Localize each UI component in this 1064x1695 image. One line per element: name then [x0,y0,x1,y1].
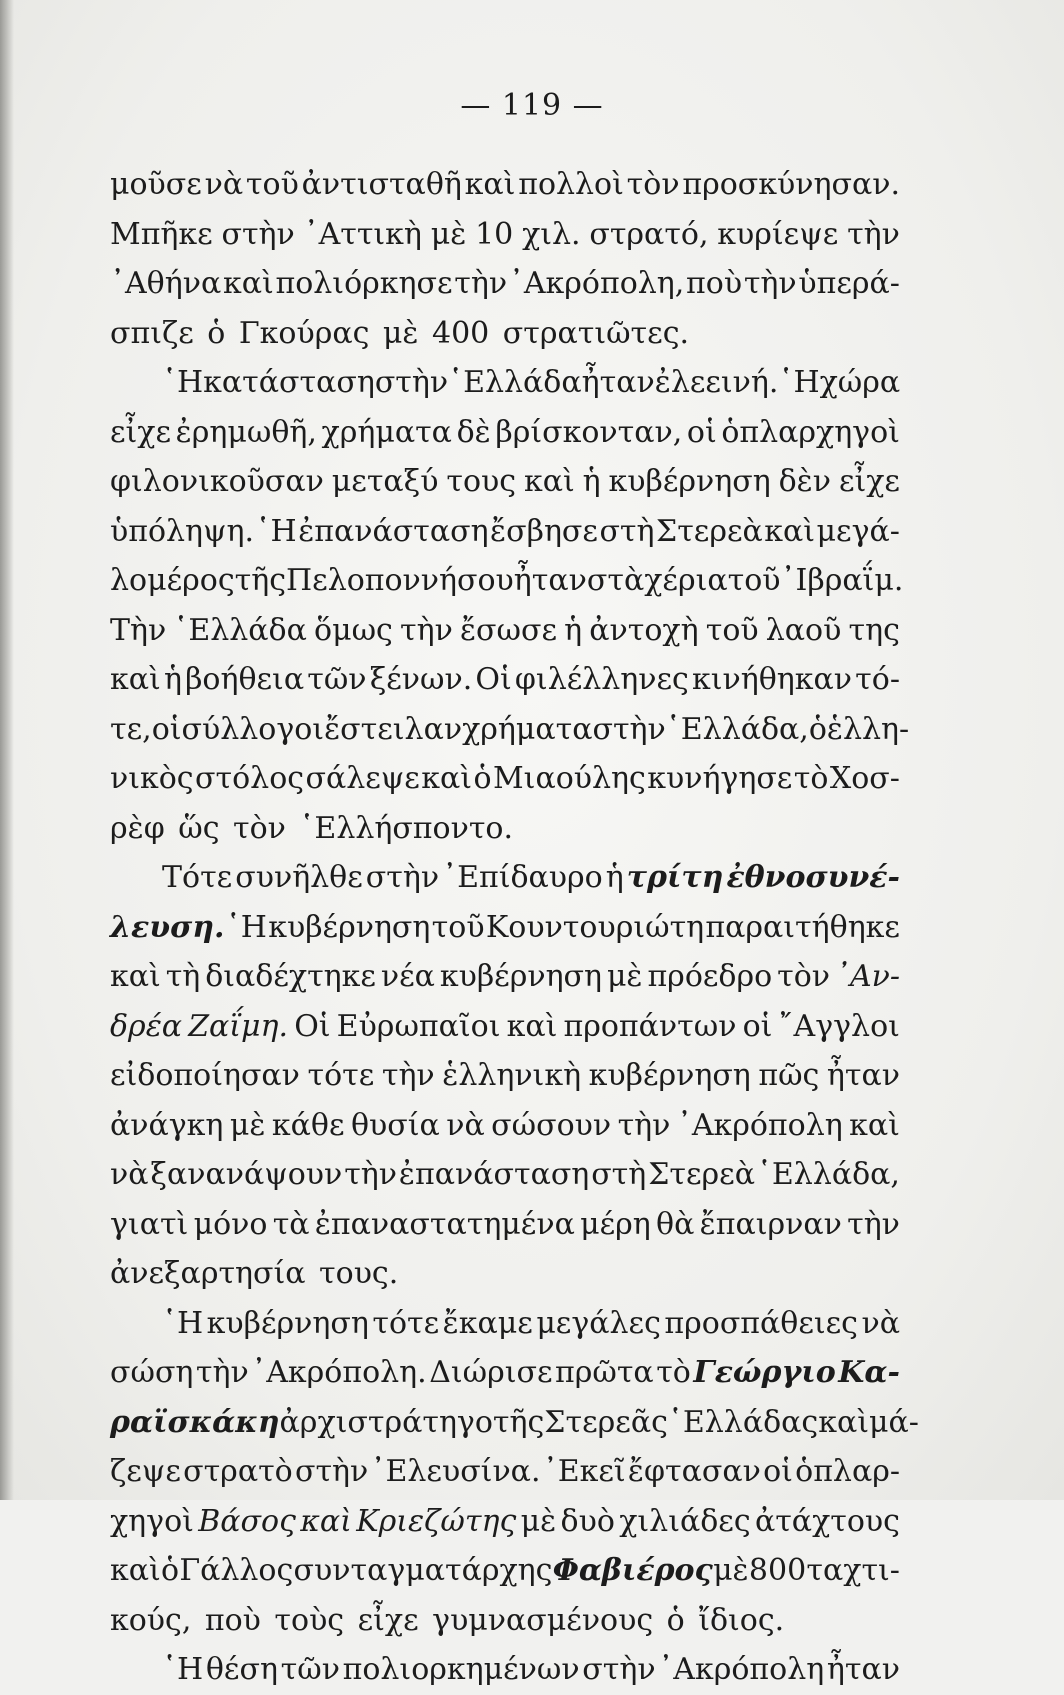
word: ἔστειλαν [324,711,463,747]
word: ῾Η [162,1652,204,1687]
word: πρόεδρο [647,959,773,994]
text-line [110,705,910,755]
word: οἱ [763,1454,793,1489]
word: ὥς [178,810,220,846]
word: ῾Η [162,1305,204,1341]
word: λευση. [110,909,225,945]
word: παραιτήθηκε [705,909,900,945]
word: τὰ [272,1206,310,1242]
word: μὲ [430,216,467,252]
word: ὁ [473,761,492,796]
text-line [110,1348,900,1398]
word: ᾿Ακρόπολη. [251,1355,427,1390]
word: ζεψε [110,1454,181,1489]
word: τὴ [165,959,201,994]
word: ἐπαναστατημένα [314,1206,575,1242]
word: ῾Η [255,513,297,549]
word: ἑλληνικὴ [442,1058,582,1093]
word: ῾Ελλάδα, [756,1157,900,1192]
word: νικὸς [110,761,194,796]
word: Κριεζώτης [356,1503,517,1539]
word: συνταγματάρχης [293,1553,553,1588]
word: Χοσ- [829,761,900,796]
word: ἔφτασαν [627,1454,761,1489]
word: ὁ [161,1553,180,1588]
word: ᾿Εκεῖ [542,1454,626,1489]
word: νὰ [204,167,244,202]
word: τοῦ [727,563,781,598]
text-line [110,358,900,408]
word: φιλονικοῦσαν [110,464,324,499]
word: ὑπόληψη. [110,513,255,549]
word: ὁπλαρ- [795,1454,900,1489]
word: κυβέρνηση [439,959,603,994]
word: στόλος [195,761,305,796]
word: μόνο [193,1206,268,1242]
word: στὴν [221,216,295,252]
word: τὴν [847,1206,900,1242]
word: τὴν [381,1058,435,1093]
word: ποὺ [204,1602,261,1638]
word: χηγοὶ [110,1503,194,1539]
word: θέση [205,1652,278,1687]
word: ταχτι- [806,1553,900,1588]
word: τρίτη [626,860,724,895]
word: ᾿Ελευσίνα. [370,1454,541,1489]
word: ρὲφ [110,810,165,846]
word: τοὺς [274,1602,345,1638]
word: πολιόρκησε [275,266,453,301]
word: Στερεᾶς [544,1404,668,1440]
text-line [110,606,900,656]
text-line [110,754,900,804]
word: κυβέρνηση [608,464,771,499]
word: ὑπερά- [798,266,900,301]
word: τους. [319,1256,399,1291]
word: ἑλλη- [826,711,910,747]
page-binding-shadow [0,0,14,1500]
word: μὲ [382,315,419,351]
text-line [110,903,900,953]
word: γυμνασμένους [432,1602,654,1638]
word: στὴν [294,1454,369,1489]
word: Πελοποννήσου [286,563,514,598]
word: ἀρχιστράτηγο [279,1404,493,1440]
word: δυὸ [560,1503,615,1539]
word: τὴν [454,266,508,301]
word: ραϊσκάκη [110,1404,280,1440]
word: καὶ [421,761,473,796]
word: ῾Η [162,365,204,400]
word: τοῦ [245,167,299,202]
word: ἴδιος. [698,1602,785,1638]
word: ᾿Επίδαυρο [442,860,603,895]
word: Στερεὰ [648,1157,755,1192]
word: στρατιῶτες. [502,315,690,351]
word: οἱ [742,1008,773,1044]
word: μέρη [580,1206,651,1242]
word: κυβέρνηση [588,1058,751,1093]
word: ῾Η [225,909,267,945]
word: διαδέχτηκε [205,959,376,994]
text-line [110,1101,900,1151]
word: ξένων. [369,662,473,697]
word: καὶ [764,513,816,549]
word: φιλέλληνες [514,662,689,697]
word: μοῦσε [110,167,202,202]
word: θυσία [350,1107,440,1143]
word: ὁπλαρχηγοὶ [721,414,900,450]
word: μὲ [713,1553,749,1588]
word: κατάσταση [203,365,375,400]
word: στρατό, [589,216,709,252]
word: Ζαΐμη. [188,1008,289,1044]
word: καὶ [818,1404,869,1440]
word: ὁ [808,711,827,747]
word: λαοῦ [765,612,842,648]
word: τό- [855,662,900,697]
text-line [110,1497,900,1547]
word: Οἱ [475,662,512,697]
word: μὲ [229,1107,266,1143]
text-line [110,1447,900,1497]
word: εἶχε [110,414,172,450]
word: βοήθεια [185,662,305,697]
word: κούς, [110,1602,192,1638]
word: τὴν [344,1157,397,1192]
word: στὴν [374,365,449,400]
body-text [110,160,919,1695]
text-line [110,1546,900,1596]
word: ῾Ελλάδα [448,365,582,400]
word: Εὐρωπαῖοι [336,1008,501,1044]
word: ᾿Αν- [834,959,900,994]
word: σύλλογοι [181,711,325,747]
word: οἱ [151,711,182,747]
word: Βάσος [198,1503,296,1539]
word: 800 [748,1553,807,1588]
word: Μιαούλης [492,761,646,796]
word: ποὺ [686,266,743,301]
word: βρίσκονταν, [495,414,683,450]
word: γιατὶ [110,1206,189,1242]
word: τότε [307,1058,375,1093]
word: κυβέρνηση [268,909,431,945]
word: μέρος [147,563,235,598]
word: χρήματα [462,711,593,747]
word: πολλοὶ [518,167,624,202]
word: συνῆλθε [235,860,363,895]
word: κυνήγησε [647,761,793,796]
word: ἐλεεινή. [654,365,779,400]
word: σπιζε [110,315,194,351]
text-line [110,655,900,705]
word: καὶ [506,1008,558,1044]
word: ᾿Ακρόπολη [676,1107,843,1143]
word: σάλεψε [305,761,420,796]
word: δὲν [778,464,832,499]
word: ξανανάψουν [150,1157,343,1192]
word: μεταξύ [331,464,439,499]
word: σώση [110,1355,194,1390]
word: τοῦ [431,909,485,945]
word: χιλ. [522,216,581,252]
word: Διώρισε [429,1355,553,1390]
word: Μπῆκε [110,216,213,252]
word: ἀνάγκη [110,1107,224,1143]
word: ῎Αγγλοι [778,1008,900,1044]
word: καὶ [222,266,274,301]
word: εἰδοποίησαν [110,1058,300,1093]
word: νὰ [110,1157,149,1192]
word: ἦταν [826,1652,900,1687]
text-line [110,1299,900,1349]
word: νὰ [446,1107,485,1143]
text-line [110,507,900,557]
word: ἀντισταθῆ [301,167,462,202]
word: ἦταν [513,563,587,598]
word: τὸ [793,761,829,796]
text-line [110,1150,900,1200]
word: τὴν [617,1107,671,1143]
text-line [110,210,900,260]
word: εἶχε [838,464,900,499]
text-line [110,1645,900,1695]
word: Γκούρας [238,315,370,351]
word: ἐπανάσταση [298,513,489,549]
word: οἱ [686,414,717,450]
word: τὴν [847,216,900,252]
text-line [110,1596,900,1646]
page-number: — 119 — [460,88,604,123]
word: της [848,612,900,648]
word: τῆς [492,1404,545,1440]
word: ἔσωσε [459,612,558,648]
word: δὲ [456,414,491,450]
word: ᾿Αττικὴ [303,216,422,252]
word: εἶχε [357,1602,419,1638]
word: κινήθηκαν [691,662,852,697]
word: πρῶτα [555,1355,654,1390]
text-line [110,259,900,309]
word: προσπάθειες [664,1305,858,1341]
text-line [110,408,900,458]
word: τὴν [400,612,453,648]
word: Φαβιέρος [552,1553,713,1588]
word: στὴν [582,1652,656,1687]
word: καὶ [110,662,161,697]
word: ἀτάχτους [754,1503,900,1539]
word: στρατὸ [183,1454,293,1489]
word: προσκύνησαν. [682,167,900,202]
word: τε, [110,711,152,747]
word: ᾿Αθήνα [110,266,222,301]
word: μά- [868,1404,919,1440]
word: Γάλλος [179,1553,294,1588]
text-line [110,1249,900,1299]
word: θὰ [656,1206,695,1242]
word: Τὴν [110,612,167,648]
word: ἡ [582,464,601,499]
word: τότε [372,1305,440,1341]
word: καὶ [300,1503,352,1539]
word: Γεώργιο [693,1355,836,1390]
word: τὴν [195,1355,249,1390]
word: κυρίεψε [717,216,839,252]
word: μεγάλες [536,1305,661,1341]
word: τῶν [307,662,367,697]
word: μεγά- [816,513,900,549]
word: τοῦ [705,612,759,648]
text-line [110,1002,900,1052]
word: ὁ [666,1602,685,1638]
word: ῾Ελλάδα, [665,711,809,747]
text-line [110,853,900,903]
word: μὲ [520,1503,557,1539]
word: ἡ [163,662,182,697]
word: καὶ [464,167,516,202]
word: κυβέρνηση [206,1305,369,1341]
word: καὶ [110,959,161,994]
word: στὴ [591,1157,647,1192]
text-line [110,1200,900,1250]
text-line [110,160,900,210]
text-line [110,952,900,1002]
word: στὴν [365,860,440,895]
word: στὰ [586,563,645,598]
text-line [110,309,900,359]
word: τὸν [233,810,286,846]
word: τῶν [280,1652,340,1687]
word: ἦταν [581,365,655,400]
word: τὸ [656,1355,691,1390]
word: ἀνεξαρτησία [110,1256,306,1291]
word: τὴν [743,266,797,301]
word: ᾿Ακρόπολη, [508,266,685,301]
word: χιλιάδες [619,1503,751,1539]
text-line [110,1051,900,1101]
word: καὶ [849,1107,900,1143]
word: τὸν [626,167,680,202]
word: ἡ [564,612,583,648]
word: ἔκαμε [442,1305,533,1341]
word: ἀντοχὴ [589,612,699,648]
word: μὲ [606,959,643,994]
text-line [110,556,904,606]
word: 400 [432,315,490,351]
word: τὸν [777,959,831,994]
word: Τότε [162,860,233,895]
word: στὴν [592,711,666,747]
word: Κα- [838,1355,900,1390]
word: ἡ [605,860,624,895]
word: χέρια [644,563,728,598]
word: λο [110,563,148,598]
word: πῶς [758,1058,820,1093]
word: χρήματα [321,414,452,450]
word: καὶ [110,1553,161,1588]
word: ἦταν [826,1058,900,1093]
word: ἐρημωθῆ, [175,414,317,450]
word: χώρα [819,365,901,400]
word: κάθε [271,1107,345,1143]
word: ὅμως [314,612,393,648]
word: ῾Η [778,365,820,400]
word: προπάντων [563,1008,737,1044]
word: στὴ [599,513,655,549]
text-line [110,1398,919,1448]
word: ἔσβησε [490,513,598,549]
word: τους [446,464,517,499]
word: τῆς [234,563,286,598]
word: ᾿Ιβραΐμ. [780,563,904,598]
word: δρέα [110,1008,183,1044]
word: πολιορκημένων [342,1652,580,1687]
word: ῾Ελλήσποντο. [299,810,514,846]
word: 10 [475,216,514,252]
word: ἐπανάσταση [398,1157,590,1192]
word: σώσουν [491,1107,612,1143]
word: ἔπαιρναν [699,1206,842,1242]
word: Στερεὰ [655,513,763,549]
word: νέα [380,959,435,994]
word: Κουντουριώτη [485,909,705,945]
word: ὁ [207,315,226,351]
word: νὰ [861,1305,900,1341]
word: καὶ [523,464,575,499]
word: ᾿Ακρόπολη [658,1652,825,1687]
word: ῾Ελλάδα [173,612,307,648]
word: Οἱ [294,1008,331,1044]
text-line [110,804,900,854]
word: ῾Ελλάδας [667,1404,819,1440]
word: ἐθνοσυνέ- [726,860,900,895]
text-line [110,457,900,507]
